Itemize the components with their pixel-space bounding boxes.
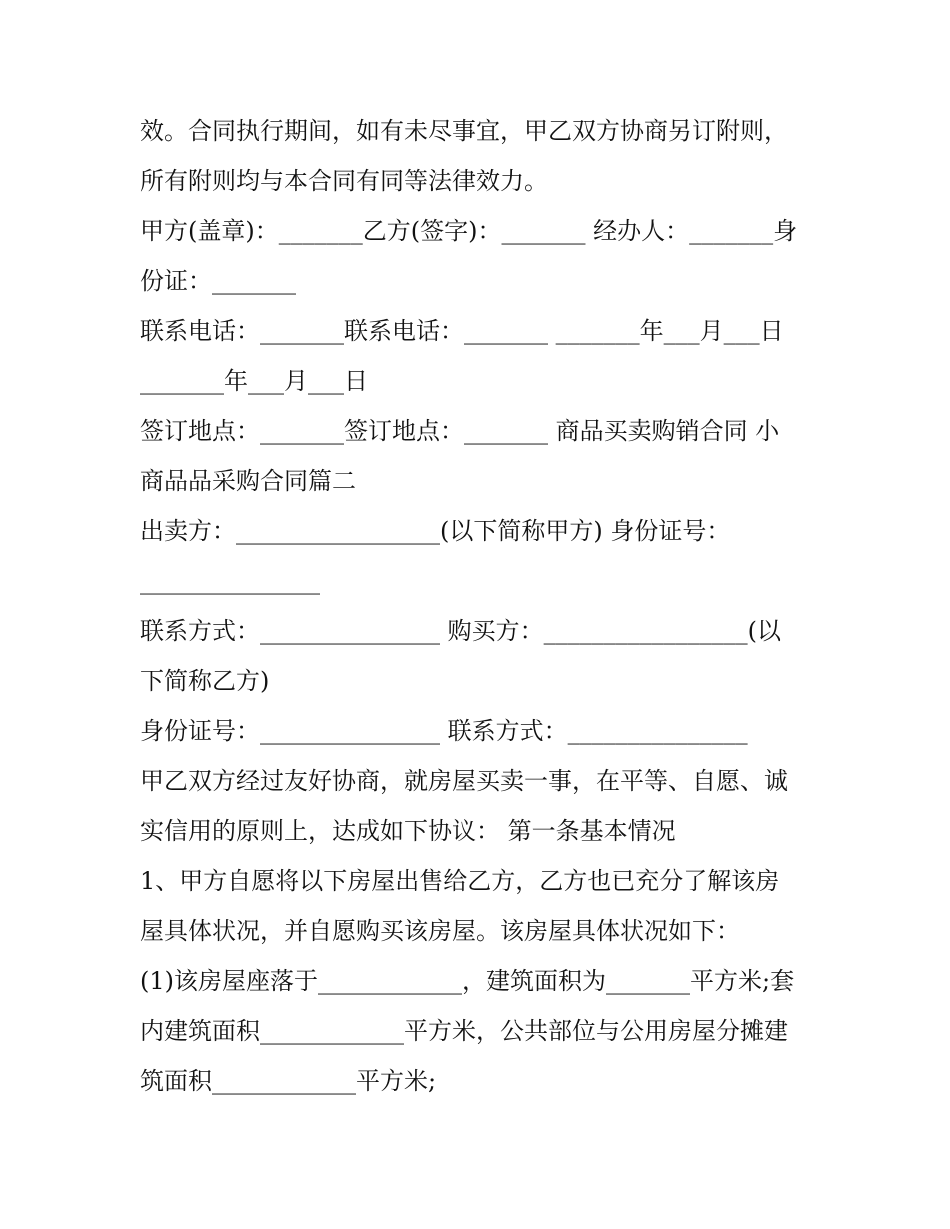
text-line: 签订地点：_______签订地点：_______ 商品买卖购销合同 小: [140, 417, 780, 445]
text-line: _______________: [140, 567, 320, 595]
text-line: 效。合同执行期间，如有未尽事宜，甲乙双方协商另订附则，: [140, 117, 788, 145]
text-line: _______年___月___日: [140, 367, 368, 395]
text-line: 实信用的原则上，达成如下协议： 第一条基本情况: [140, 817, 676, 845]
text-line: 下简称乙方): [140, 667, 270, 695]
text-line: 联系电话：_______联系电话：_______ _______年___月___日: [140, 317, 784, 345]
text-line: 1、甲方自愿将以下房屋出售给乙方，乙方也已充分了解该房: [140, 867, 780, 895]
text-line: 身份证号：_______________ 联系方式：_______________: [140, 717, 748, 745]
text-line: 出卖方：_________________(以下简称甲方) 身份证号：: [140, 517, 731, 545]
text-line: 内建筑面积____________平方米，公共部位与公用房屋分摊建: [140, 1017, 788, 1045]
text-line: 甲乙双方经过友好协商，就房屋买卖一事，在平等、自愿、诚: [140, 767, 788, 795]
text-line: 筑面积____________平方米;: [140, 1067, 437, 1095]
text-line: 屋具体状况，并自愿购买该房屋。该房屋具体状况如下：: [140, 917, 740, 945]
text-line: 商品品采购合同篇二: [140, 467, 356, 495]
document-body: [140, 106, 820, 1106]
text-line: 所有附则均与本合同有同等法律效力。: [140, 167, 548, 195]
text-line: 联系方式：_______________ 购买方：_________________(以: [140, 617, 781, 645]
text-line: 份证：_______: [140, 267, 296, 295]
text-line: (1)该房屋座落于____________，建筑面积为_______平方米;套: [140, 967, 795, 995]
text-line: 甲方(盖章)：_______乙方(签字)：_______ 经办人：_______身: [140, 217, 798, 245]
